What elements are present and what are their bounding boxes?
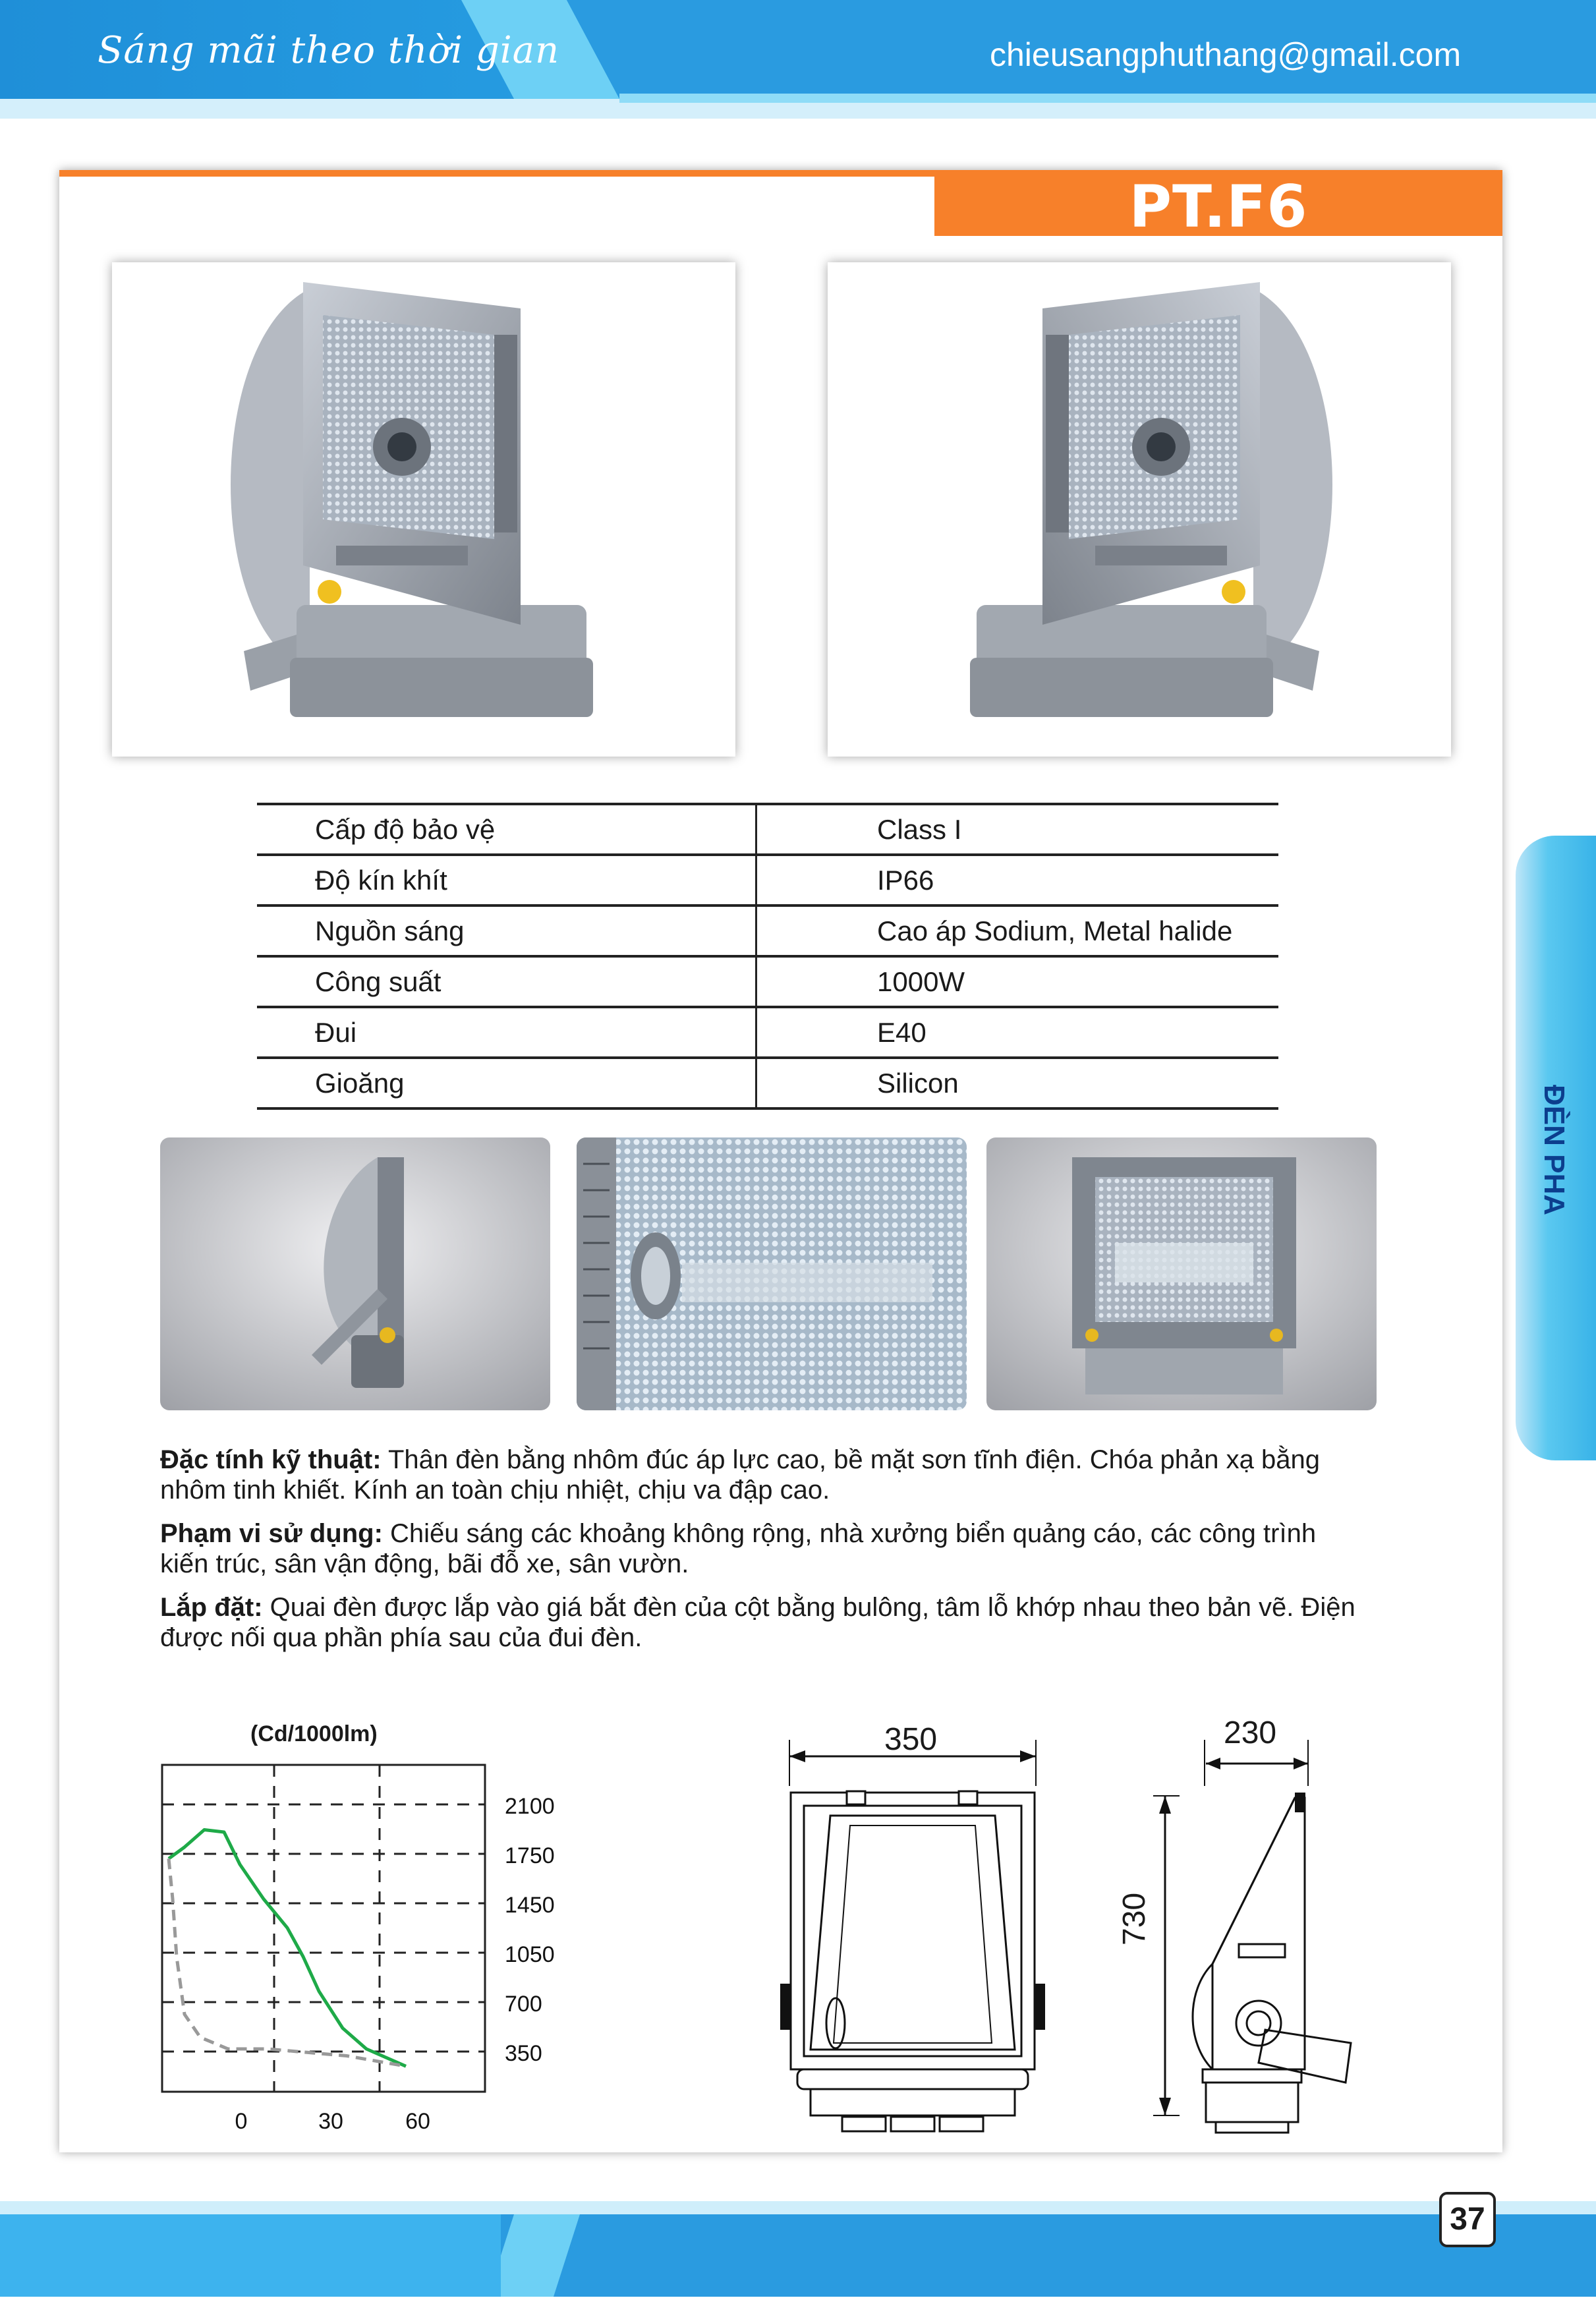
footer-banner: [0, 2201, 1596, 2297]
category-tab-label: ĐÈN PHA: [1538, 1084, 1570, 1216]
spec-row: [257, 1007, 1278, 1058]
chart-series-solid: [169, 1830, 406, 2067]
desc-technical-text: Thân đèn bằng nhôm đúc áp lực cao, bề mặt sơn tĩnh điện. Chóa phản xạ bằng nhôm tinh khiết. Kính an toàn chịu nhiệt, chịu va đập cao.: [160, 1445, 1320, 1505]
spec-value: Cao áp Sodium, Metal halide: [756, 906, 1279, 956]
desc-usage: [160, 1518, 1366, 1579]
desc-technical-label: Đặc tính kỹ thuật:: [160, 1445, 382, 1474]
spec-label: Công suất: [257, 956, 756, 1007]
spec-row: [257, 956, 1278, 1007]
slogan: Sáng mãi theo thời gian: [98, 29, 560, 72]
spec-value: Class I: [756, 804, 1279, 855]
desc-install: [160, 1592, 1366, 1653]
spec-row: [257, 906, 1278, 956]
spec-label: Gioăng: [257, 1058, 756, 1108]
dim-width: 350: [884, 1722, 938, 1757]
product-photo-front-right: [828, 262, 1451, 757]
contact-email[interactable]: chieusangphuthang@gmail.com: [990, 36, 1462, 73]
chart-y-tick-label: 1450: [505, 1893, 555, 1918]
footer-background: [0, 2201, 1596, 2297]
chart-x-tick-label: 0: [235, 2109, 248, 2134]
spec-label: Độ kín khít: [257, 855, 756, 906]
desc-install-label: Lắp đặt:: [160, 1593, 263, 1622]
chart-y-tick-label: 350: [505, 2041, 542, 2066]
chart-y-tick-label: 1050: [505, 1942, 555, 1967]
spec-label: Cấp độ bảo vệ: [257, 804, 756, 855]
dim-depth: 230: [1224, 1715, 1277, 1750]
front-view-drawing: [764, 1713, 1068, 2135]
spec-label: Đui: [257, 1007, 756, 1058]
category-tab-label-wrap: [1527, 1069, 1580, 1227]
desc-usage-label: Phạm vi sử dụng:: [160, 1519, 383, 1548]
spec-row: [257, 855, 1278, 906]
chart-series-dashed: [169, 1858, 406, 2066]
spec-value: E40: [756, 1007, 1279, 1058]
page-number: 37: [1439, 2192, 1496, 2247]
desc-install-text: Quai đèn được lắp vào giá bắt đèn của cột bằng bulông, tâm lỗ khớp nhau theo bản vẽ. Điện được nối qua phần phía sau của đui đèn.: [160, 1593, 1355, 1652]
spec-value: Silicon: [756, 1058, 1279, 1108]
chart-y-tick-label: 700: [505, 1992, 542, 2017]
spec-row: [257, 1058, 1278, 1108]
dim-height: 730: [1117, 1892, 1152, 1945]
product-photo-front-left: [112, 262, 735, 757]
detail-photo-side: [160, 1137, 550, 1410]
chart-y-tick-label: 1750: [505, 1843, 555, 1868]
desc-technical: [160, 1445, 1366, 1505]
chart-x-tick-label: 30: [318, 2109, 343, 2134]
spec-table: [257, 803, 1278, 1110]
spec-label: Nguồn sáng: [257, 906, 756, 956]
spec-value: 1000W: [756, 956, 1279, 1007]
chart-y-tick-label: 2100: [505, 1794, 555, 1819]
product-model: PT.F6: [1129, 173, 1308, 241]
chart-x-tick-label: 60: [405, 2109, 430, 2134]
desc-usage-text: Chiếu sáng các khoảng không rộng, nhà xưởng biển quảng cáo, các công trình kiến trúc, sân vận động, bãi đỗ xe, sân vườn.: [160, 1519, 1317, 1578]
detail-photo-front: [986, 1137, 1377, 1410]
light-distribution-chart: [149, 1740, 650, 2162]
chart-title: (Cd/1000lm): [250, 1721, 378, 1746]
spec-row: [257, 804, 1278, 855]
detail-photo-reflector: [577, 1137, 967, 1410]
spec-value: IP66: [756, 855, 1279, 906]
